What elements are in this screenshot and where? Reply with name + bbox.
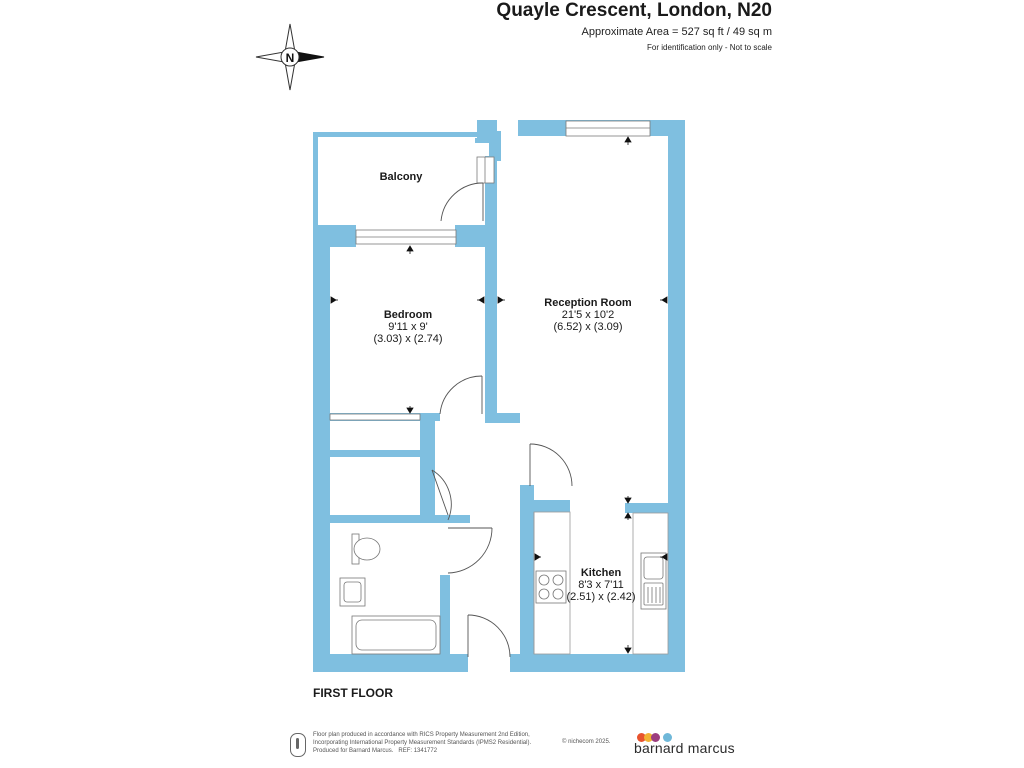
- balcony-name: Balcony: [379, 171, 423, 183]
- reception-imperial: 21'5 x 10'2: [561, 309, 615, 321]
- hob-icon: [536, 571, 566, 603]
- reception-metric: (6.52) x (3.09): [553, 321, 623, 333]
- footer-copyright: © nichecom 2025.: [562, 739, 611, 745]
- reception-name: Reception Room: [544, 297, 632, 309]
- rics-info-icon: [290, 733, 306, 757]
- kitchen-metric: (2.51) x (2.42): [566, 591, 636, 603]
- bedroom-imperial: 9'11 x 9': [388, 321, 428, 333]
- property-title: Quayle Crescent, London, N20: [496, 0, 772, 21]
- walls: [313, 120, 685, 672]
- footer-disclaimer: Floor plan produced in accordance with RICS Property Measurement 2nd Edition, Incorporating International Property Measurement Standards (IPMS2 Residential). Produced for Barnard Marcus. REF: 1341772: [313, 732, 532, 754]
- kitchen-name: Kitchen: [580, 567, 622, 579]
- floor-label: FIRST FLOOR: [313, 686, 393, 700]
- compass-letter: N: [285, 51, 295, 65]
- kitchen-imperial: 8'3 x 7'11: [578, 579, 624, 591]
- bedroom-metric: (3.03) x (2.74): [373, 333, 443, 345]
- bedroom-name: Bedroom: [383, 309, 433, 321]
- brand-name: barnard marcus: [634, 740, 735, 756]
- approximate-area: Approximate Area = 527 sq ft / 49 sq m: [581, 26, 772, 38]
- identification-note: For identification only - Not to scale: [647, 43, 772, 52]
